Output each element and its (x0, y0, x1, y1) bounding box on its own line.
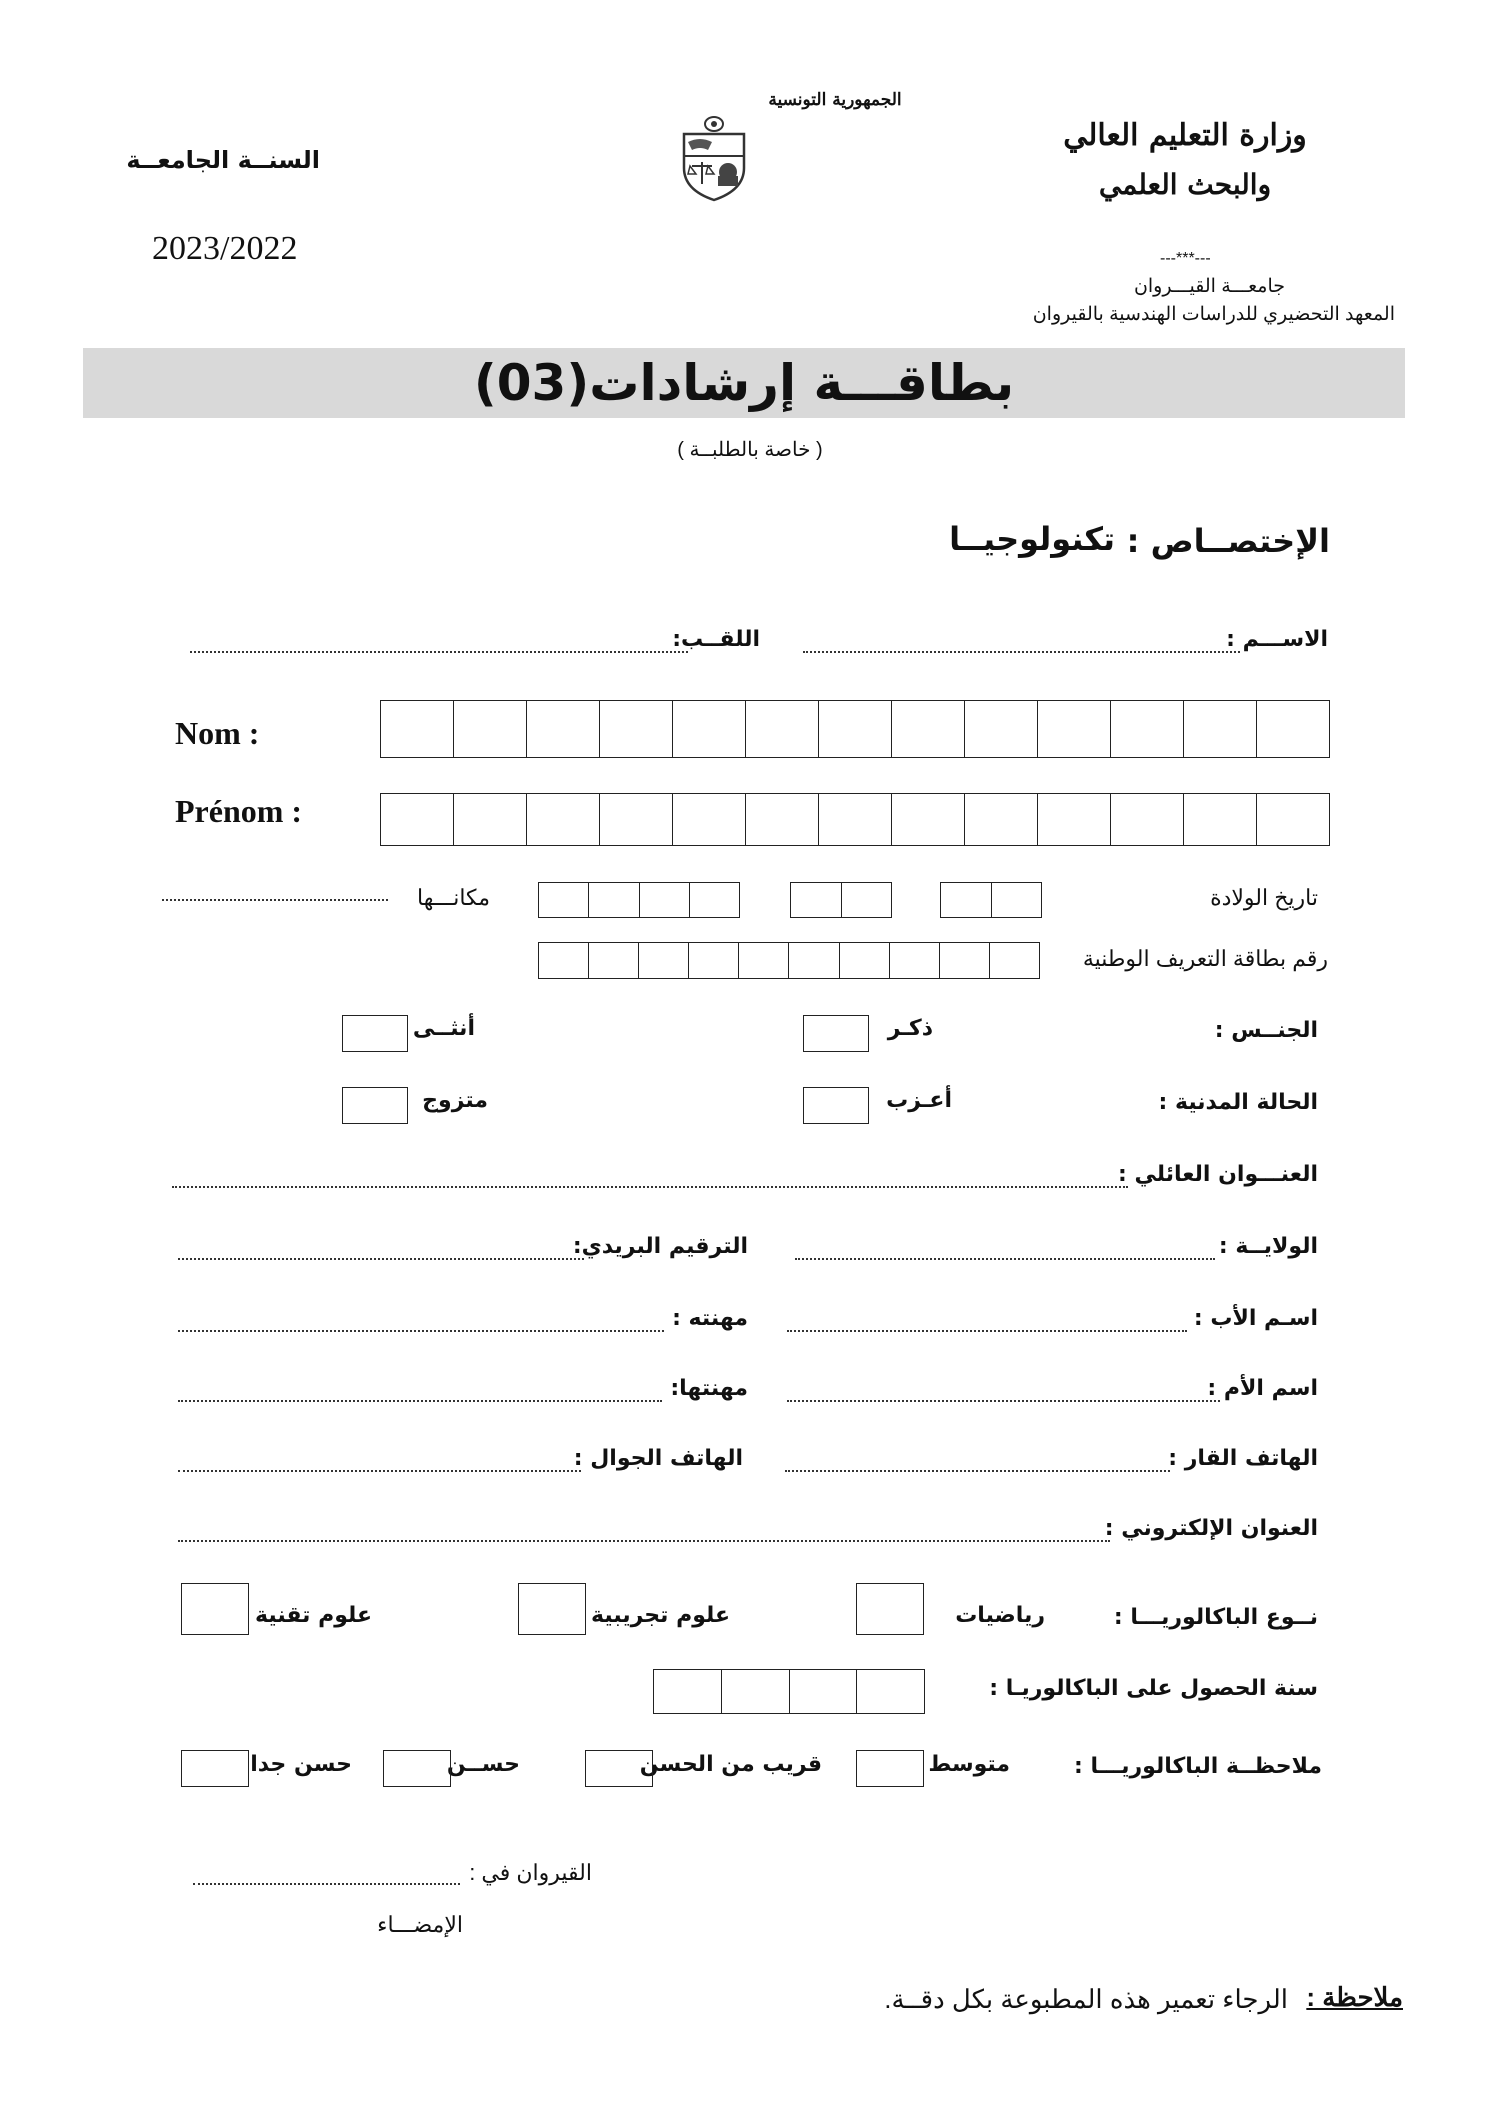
birth-day-boxes[interactable] (940, 882, 1042, 918)
mobile-field[interactable] (178, 1470, 581, 1472)
mention-good-label: حســن (446, 1752, 520, 1777)
married-checkbox[interactable] (342, 1087, 408, 1124)
signature-label: الإمضـــاء (377, 1912, 463, 1937)
mention-very-good-label: حسن جدا (250, 1752, 352, 1777)
gender-label: الجنــس : (1214, 1018, 1318, 1043)
birth-date-label: تاريخ الولادة (1210, 885, 1318, 910)
father-name-field[interactable] (787, 1330, 1187, 1332)
mention-avg-checkbox[interactable] (856, 1750, 924, 1787)
father-job-field[interactable] (178, 1330, 664, 1332)
email-field[interactable] (178, 1540, 1110, 1542)
governorate-field[interactable] (795, 1258, 1215, 1260)
place-date-field[interactable] (193, 1883, 460, 1885)
single-label: أعـزب (886, 1088, 952, 1113)
specialty-value: تكنولوجيــا (949, 520, 1115, 558)
cin-label: رقم بطاقة التعريف الوطنية (1082, 946, 1328, 971)
ministry-line1: وزارة التعليم العالي (1063, 118, 1307, 153)
birth-place-field[interactable] (162, 899, 388, 901)
coat-of-arms-emblem (678, 110, 750, 202)
mention-near-good-checkbox[interactable] (585, 1750, 653, 1787)
bac-mention-label: ملاحظــة الباكالوريـــا : (1073, 1754, 1322, 1779)
last-name-ar-field[interactable] (190, 651, 688, 653)
university-name: جامعـــة القيـــروان (1133, 276, 1285, 297)
email-label: العنوان الإلكتروني : (1104, 1516, 1318, 1541)
male-label: ذكـر (887, 1016, 933, 1041)
landline-label: الهاتف القار : (1168, 1446, 1318, 1471)
mention-near-good-label: قريب من الحسن (639, 1752, 822, 1777)
mother-job-label: مهنتها: (670, 1376, 748, 1401)
governorate-label: الولايــة : (1218, 1234, 1318, 1259)
birth-place-label: مكانـــها (417, 885, 490, 910)
bac-math-checkbox[interactable] (856, 1583, 924, 1635)
institute-name: المعهد التحضيري للدراسات الهندسية بالقيروان (1032, 304, 1395, 325)
academic-year-value: 2023/2022 (152, 230, 298, 267)
bac-type-label: نــوع الباكالوريـــا : (1113, 1605, 1318, 1630)
birth-month-boxes[interactable] (790, 882, 892, 918)
family-address-label: العنـــوان العائلي : (1118, 1162, 1318, 1187)
mother-job-field[interactable] (178, 1400, 662, 1402)
cin-boxes[interactable] (538, 942, 1040, 979)
bac-year-boxes[interactable] (653, 1669, 925, 1714)
stars-separator: ---***--- (1160, 250, 1211, 267)
mention-avg-label: متوسط (928, 1752, 1010, 1777)
last-name-ar-label: اللقــب: (672, 627, 760, 652)
civil-status-label: الحالة المدنية : (1158, 1090, 1318, 1115)
nom-label: Nom : (175, 715, 260, 751)
landline-field[interactable] (785, 1470, 1170, 1472)
mother-name-label: اسم الأم : (1207, 1376, 1318, 1401)
single-checkbox[interactable] (803, 1087, 869, 1124)
first-name-ar-label: الاســـم : (1226, 627, 1328, 652)
specialty-label: الإختصــاص : (1126, 522, 1330, 560)
nom-boxes[interactable] (380, 700, 1330, 758)
family-address-field[interactable] (172, 1186, 1128, 1188)
bac-tech-label: علوم تقنية (255, 1603, 372, 1628)
female-label: أنثــى (412, 1016, 475, 1041)
note-text: الرجاء تعمير هذه المطبوعة بكل دقــة. (884, 1984, 1288, 2014)
first-name-ar-field[interactable] (803, 651, 1240, 653)
married-label: متزوج (422, 1088, 488, 1113)
academic-year-label: السنــة الجامعــة (126, 146, 320, 174)
prenom-label: Prénom : (175, 793, 303, 829)
page-title: بطاقـــة إرشادات(03) (473, 354, 1015, 412)
father-name-label: اسـم الأب : (1193, 1306, 1318, 1331)
place-date-label: القيروان في : (469, 1860, 592, 1885)
republic-label: الجمهورية التونسية (768, 90, 902, 110)
female-checkbox[interactable] (342, 1015, 408, 1052)
mother-name-field[interactable] (787, 1400, 1220, 1402)
prenom-boxes[interactable] (380, 793, 1330, 846)
page-subtitle: ( خاصة بالطلبــة ) (677, 439, 823, 461)
postal-code-field[interactable] (178, 1258, 584, 1260)
bac-exp-checkbox[interactable] (518, 1583, 586, 1635)
bac-year-label: سنة الحصول على الباكالوريـا : (989, 1676, 1318, 1701)
bac-exp-label: علوم تجريبية (591, 1603, 730, 1628)
birth-year-boxes[interactable] (538, 882, 740, 918)
postal-code-label: الترقيم البريدي: (572, 1234, 748, 1259)
mention-very-good-checkbox[interactable] (181, 1750, 249, 1787)
mobile-label: الهاتف الجوال : (573, 1446, 743, 1471)
male-checkbox[interactable] (803, 1015, 869, 1052)
note-label: ملاحظة : (1306, 1982, 1403, 2012)
mention-good-checkbox[interactable] (383, 1750, 451, 1787)
father-job-label: مهنته : (672, 1306, 748, 1331)
ministry-line2: والبحث العلمي (1098, 168, 1272, 201)
bac-tech-checkbox[interactable] (181, 1583, 249, 1635)
bac-math-label: رياضيات (955, 1603, 1045, 1628)
